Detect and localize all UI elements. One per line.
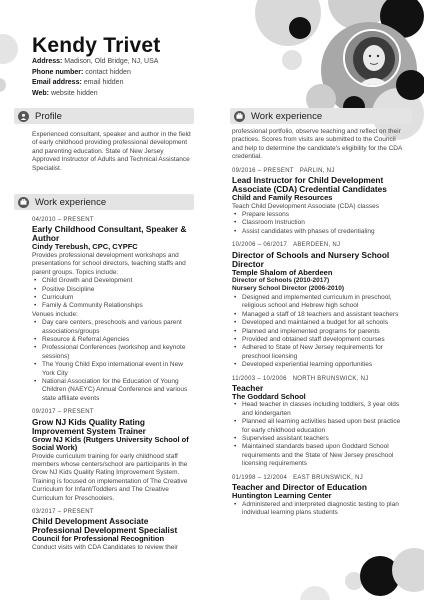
work-heading-right: Work experience bbox=[230, 108, 412, 124]
list-item: • Classroom Instruction bbox=[232, 219, 404, 227]
job-description: Venues include: bbox=[32, 310, 78, 318]
job-description: Provides professional development workshops and presentations for school directors, teaching staffs and parent groups. Topics include: bbox=[32, 251, 186, 276]
decor-circle bbox=[255, 0, 321, 46]
list-item: • Designed and implemented curriculum in preschool, religious school and Hebrew high school bbox=[232, 294, 404, 311]
decor-circle bbox=[282, 50, 302, 70]
list-item: • National Association for the Education of Young Children (NAEYC) Annual Conference and various state affiliate events bbox=[32, 378, 197, 403]
job-org: Cindy Terebush, CPC, CYPFC bbox=[32, 242, 138, 252]
list-item: • Developed experiential learning opportunities bbox=[232, 361, 404, 369]
decor-circle bbox=[396, 70, 424, 100]
list-item: • Planned all learning activities based upon best practice for early childhood education bbox=[232, 418, 404, 435]
decor-circle bbox=[300, 586, 330, 600]
contact-phone: Phone number: contact hidden bbox=[32, 68, 131, 76]
job-date: 10/2006 – 06/2017 ABERDEEN, NJ bbox=[232, 242, 341, 249]
job-bullets bbox=[232, 294, 404, 370]
list-item: • Professional Conferences (workshop and keynote sessions) bbox=[32, 344, 197, 361]
job-org: Child and Family Resources bbox=[232, 193, 333, 203]
list-item: • Administered and interpreted diagnostic testing to plan individual learning plans students bbox=[232, 501, 404, 518]
job-date: 03/2017 – PRESENT bbox=[32, 509, 94, 516]
job-bullets bbox=[232, 401, 404, 468]
briefcase-icon bbox=[18, 197, 29, 208]
contact-web: Web: website hidden bbox=[32, 89, 98, 97]
job-title: Teacher and Director of Education bbox=[232, 482, 367, 493]
job-title: Grow NJ Kids Quality Rating Improvement System Trainer bbox=[32, 416, 146, 436]
list-item: • Child Growth and Development bbox=[32, 277, 197, 285]
list-item: • Resource & Referral Agencies bbox=[32, 336, 197, 344]
list-item: • Supervised assistant teachers bbox=[232, 435, 404, 443]
list-item: • Prepare lessons bbox=[232, 211, 404, 219]
job-org: Temple Shalom of Aberdeen bbox=[232, 267, 333, 277]
job-subtitle: Nursery School Director (2006-2010) bbox=[232, 285, 344, 293]
user-icon bbox=[18, 111, 29, 122]
contact-email: Email address: email hidden bbox=[32, 79, 124, 86]
job-date: 04/2010 – PRESENT bbox=[32, 217, 94, 223]
job-date: 11/2003 – 10/2006 NORTH BRUNSWICK, NJ bbox=[232, 375, 369, 382]
list-item: • Planned and implemented programs for parents bbox=[232, 328, 404, 336]
list-item: • Adhered to State of New Jersey requirements for preschool licensing bbox=[232, 344, 404, 361]
list-item: • Day care centers, preschools and various parent associations/groups bbox=[32, 319, 197, 336]
job-location: NORTH BRUNSWICK, NJ bbox=[292, 375, 369, 382]
job-subtitle: Director of Schools (2010-2017) bbox=[232, 277, 330, 285]
job-description: Provide curriculum training for early childhood staff members whose centers/school are participants in the Grow NJ Kids Quality Rating Improvement System. Training is focused on implementation of The Creative Curriculum for Infant/Toddlers and The Creative Curriculum for Preschoolers. bbox=[32, 452, 188, 502]
job-bullets bbox=[232, 211, 404, 236]
job-title: Director of Schools and Nursery School Director bbox=[232, 249, 390, 269]
decor-circle bbox=[0, 78, 6, 92]
briefcase-icon bbox=[234, 111, 245, 122]
profile-text: Experienced consultant, speaker and author in the field of early childhood providing professional development and parenting education. State of New Jersey Approved Instructor of Adults and Technical Assistance Specialist. bbox=[32, 131, 191, 172]
decor-circle bbox=[289, 17, 311, 39]
decor-circle bbox=[0, 34, 18, 64]
list-item: • Head teacher in classes including toddlers, 3 year olds and kindergarten bbox=[232, 401, 404, 418]
job-date: 09/2017 – PRESENT bbox=[32, 409, 94, 416]
list-item: • Positive Discipline bbox=[32, 286, 197, 294]
profile-heading: Profile bbox=[14, 108, 194, 124]
contact-info bbox=[32, 57, 158, 99]
job-title: Early Childhood Consultant, Speaker & Author bbox=[32, 224, 187, 244]
job-title: Lead Instructor for Child Development Associate (CDA) Credential Candidates bbox=[232, 175, 387, 195]
job-location: ABERDEEN, NJ bbox=[293, 242, 341, 249]
list-item: • Managed a staff of 18 teachers and assistant teachers bbox=[232, 311, 404, 319]
list-item: • The Young Child Expo international event in New York City bbox=[32, 361, 197, 378]
contact-address: Address: Madison, Old Bridge, NJ, USA bbox=[32, 58, 159, 65]
job-bullets bbox=[32, 277, 197, 311]
work-intro-text: professional portfolio, observe teaching and reflect on their practices. Scores from visits are submitted to the Council and help to determine the candidate's eligibility for the CDA credential. bbox=[232, 128, 402, 161]
list-item: • Family & Community Relationships bbox=[32, 302, 197, 310]
job-org: Council for Professional Recognition bbox=[32, 534, 165, 544]
list-item: • Developed and maintained a budget for all schools bbox=[232, 319, 404, 327]
job-bullets bbox=[232, 501, 404, 518]
job-date: 01/1998 – 12/2004 EAST BRUNSWICK, NJ bbox=[232, 474, 364, 481]
list-item: • Maintained standards based upon Goddard School requirements and the State of New Jersey preschool licensing requirements bbox=[232, 443, 404, 468]
job-description: Teach Child Development Associate (CDA) classes bbox=[232, 202, 380, 210]
job-title: Teacher bbox=[232, 382, 264, 393]
profile-photo bbox=[343, 29, 401, 87]
job-title: Child Development Associate Professional Development Specialist bbox=[32, 516, 178, 536]
work-left-column bbox=[32, 211, 197, 552]
job-location: EAST BRUNSWICK, NJ bbox=[293, 474, 364, 481]
job-org: Grow NJ Kids (Rutgers University School of Social Work) bbox=[32, 434, 189, 453]
work-heading-left: Work experience bbox=[14, 194, 194, 210]
job-org: The Goddard School bbox=[232, 391, 306, 401]
list-item: • Provided and obtained staff development courses bbox=[232, 336, 404, 344]
job-description: Conduct visits with CDA Candidates to review their bbox=[32, 543, 178, 551]
work-right-column bbox=[232, 128, 404, 517]
job-bullets bbox=[32, 319, 197, 403]
candidate-name: Kendy Trivet bbox=[32, 34, 161, 57]
job-org: Huntington Learning Center bbox=[232, 491, 332, 501]
job-date: 09/2016 – PRESENT PARLIN, NJ bbox=[232, 167, 335, 174]
list-item: • Assist candidates with phases of credentialing bbox=[232, 228, 404, 236]
list-item: • Curriculum bbox=[32, 294, 197, 302]
job-location: PARLIN, NJ bbox=[299, 167, 335, 174]
